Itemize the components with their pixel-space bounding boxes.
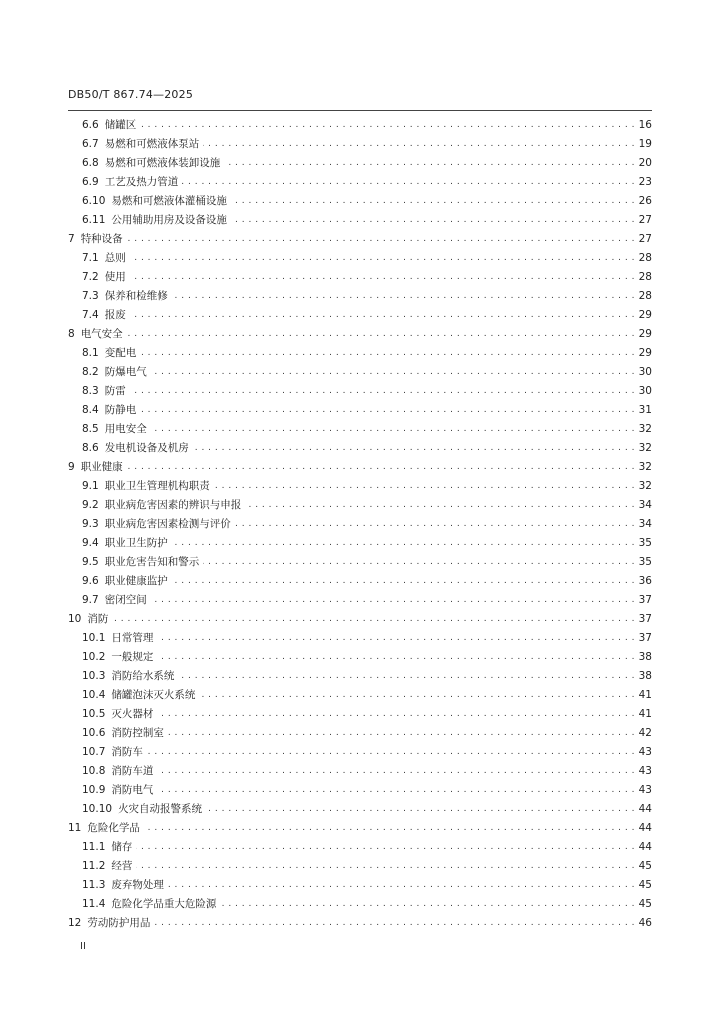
toc-entry-page: 38 <box>638 670 652 682</box>
toc-entry[interactable] <box>82 192 652 211</box>
toc-entry-number: 10.5 <box>82 708 106 720</box>
toc-entry-page: 34 <box>638 499 652 511</box>
toc-entry-page: 43 <box>638 784 652 796</box>
toc-entry[interactable] <box>82 173 652 192</box>
toc-entry-number: 11.1 <box>82 841 106 853</box>
toc-entry-page: 19 <box>638 138 652 150</box>
toc-entry-number: 10 <box>68 613 82 625</box>
toc-entry-title: 公用辅助用房及设备设施 <box>111 214 227 226</box>
toc-entry-number: 10.3 <box>82 670 106 682</box>
toc-entry-number: 12 <box>68 917 82 929</box>
toc-leader-dots <box>245 496 635 515</box>
toc-entry[interactable] <box>82 838 652 857</box>
page-number: II <box>80 941 86 952</box>
toc-entry-title: 防雷 <box>104 385 126 397</box>
toc-entry-title: 职业健康 <box>80 461 123 473</box>
toc-entry-page: 28 <box>638 290 652 302</box>
toc-entry-title: 职业病危害因素的辨识与申报 <box>104 499 242 511</box>
toc-leader-dots <box>151 363 635 382</box>
toc-entry-number: 6.8 <box>82 157 99 169</box>
toc-entry-page: 29 <box>638 347 652 359</box>
toc-entry-title: 职业病危害因素检测与评价 <box>104 518 231 530</box>
toc-entry-title: 消防电气 <box>111 784 154 796</box>
toc-entry-page: 29 <box>638 309 652 321</box>
toc-entry-number: 10.7 <box>82 746 106 758</box>
toc-entry-page: 35 <box>638 556 652 568</box>
toc-entry-number: 6.6 <box>82 119 99 131</box>
toc-entry-page: 37 <box>638 632 652 644</box>
toc-entry-page: 27 <box>638 214 652 226</box>
toc-leader-dots <box>178 667 635 686</box>
toc-entry-page: 43 <box>638 746 652 758</box>
toc-leader-dots <box>235 515 635 534</box>
toc-entry-number: 11.2 <box>82 860 106 872</box>
toc-entry[interactable] <box>82 420 652 439</box>
header-rule <box>68 110 652 111</box>
toc-leader-dots <box>140 116 635 135</box>
toc-entry-number: 10.4 <box>82 689 106 701</box>
toc-entry-number: 10.2 <box>82 651 106 663</box>
toc-entry-page: 27 <box>638 233 652 245</box>
toc-entry-page: 20 <box>638 157 652 169</box>
toc-entry-page: 45 <box>638 898 652 910</box>
toc-entry-number: 9.7 <box>82 594 99 606</box>
toc-entry-title: 灭火器材 <box>111 708 154 720</box>
toc-entry-page: 34 <box>638 518 652 530</box>
toc-entry-page: 44 <box>638 803 652 815</box>
toc-entry-title: 防爆电气 <box>104 366 147 378</box>
toc-entry[interactable] <box>82 876 652 895</box>
toc-entry-page: 45 <box>638 879 652 891</box>
toc-leader-dots <box>157 781 635 800</box>
toc-leader-dots <box>147 743 635 762</box>
toc-entry-number: 7.3 <box>82 290 99 302</box>
toc-entry-title: 储罐泡沫灭火系统 <box>111 689 196 701</box>
toc-entry[interactable] <box>82 287 652 306</box>
toc-entry-page: 28 <box>638 252 652 264</box>
toc-entry-title: 火灾自动报警系统 <box>118 803 203 815</box>
toc-entry-number: 9.6 <box>82 575 99 587</box>
toc-entry[interactable] <box>82 515 652 534</box>
toc-entry-title: 废弃物处理 <box>111 879 164 891</box>
toc-leader-dots <box>172 572 635 591</box>
toc-entry[interactable] <box>82 553 652 572</box>
toc-entry-number: 6.10 <box>82 195 106 207</box>
toc-leader-dots <box>151 420 635 439</box>
toc-entry-number: 6.9 <box>82 176 99 188</box>
toc-leader-dots <box>214 477 635 496</box>
toc-entry[interactable] <box>68 230 652 249</box>
toc-entry[interactable] <box>82 477 652 496</box>
toc-entry[interactable] <box>82 249 652 268</box>
toc-leader-dots <box>136 857 635 876</box>
toc-leader-dots <box>206 800 635 819</box>
toc-entry-page: 46 <box>638 917 652 929</box>
toc-leader-dots <box>224 154 635 173</box>
toc-leader-dots <box>231 192 635 211</box>
toc-entry-title: 易燃和可燃液体泵站 <box>104 138 200 150</box>
toc-entry[interactable] <box>82 363 652 382</box>
toc-entry-number: 8.1 <box>82 347 99 359</box>
toc-entry-title: 职业危害告知和警示 <box>104 556 200 568</box>
toc-entry-page: 30 <box>638 385 652 397</box>
toc-entry-number: 8.2 <box>82 366 99 378</box>
toc-leader-dots <box>168 724 635 743</box>
toc-entry-title: 电气安全 <box>80 328 123 340</box>
toc-leader-dots <box>130 268 635 287</box>
toc-leader-dots <box>130 249 635 268</box>
toc-entry-title: 职业健康监护 <box>104 575 168 587</box>
toc-entry-page: 38 <box>638 651 652 663</box>
toc-leader-dots <box>157 648 635 667</box>
toc-entry-number: 10.6 <box>82 727 106 739</box>
toc-entry-number: 7 <box>68 233 75 245</box>
toc-leader-dots <box>140 344 635 363</box>
toc-entry-title: 消防 <box>87 613 109 625</box>
toc-entry[interactable] <box>82 268 652 287</box>
toc-entry[interactable] <box>82 629 652 648</box>
toc-entry-title: 劳动防护用品 <box>87 917 151 929</box>
toc-entry[interactable] <box>82 857 652 876</box>
toc-entry-number: 10.10 <box>82 803 113 815</box>
toc-entry-page: 32 <box>638 461 652 473</box>
toc-entry-title: 密闭空间 <box>104 594 147 606</box>
toc-entry[interactable] <box>82 895 652 914</box>
toc-entry[interactable] <box>68 325 652 344</box>
toc-entry-title: 消防车道 <box>111 765 154 777</box>
toc-entry[interactable] <box>68 914 652 933</box>
toc-entry-title: 日常管理 <box>111 632 154 644</box>
toc-entry-title: 易燃和可燃液体装卸设施 <box>104 157 221 169</box>
toc-entry-title: 危险化学品 <box>87 822 140 834</box>
toc-entry-title: 储存 <box>111 841 133 853</box>
toc-leader-dots <box>127 458 635 477</box>
toc-entry[interactable] <box>82 344 652 363</box>
toc-leader-dots <box>112 610 635 629</box>
toc-leader-dots <box>172 287 635 306</box>
toc-entry-number: 8 <box>68 328 75 340</box>
toc-entry-page: 36 <box>638 575 652 587</box>
toc-leader-dots <box>231 211 635 230</box>
toc-entry-page: 44 <box>638 841 652 853</box>
toc-entry[interactable] <box>82 135 652 154</box>
toc-entry-title: 消防给水系统 <box>111 670 175 682</box>
toc-leader-dots <box>157 762 635 781</box>
toc-entry-page: 29 <box>638 328 652 340</box>
toc-entry-number: 8.6 <box>82 442 99 454</box>
toc-entry-number: 8.4 <box>82 404 99 416</box>
toc-entry-page: 32 <box>638 423 652 435</box>
toc-entry-number: 9 <box>68 461 75 473</box>
toc-entry-title: 一般规定 <box>111 651 154 663</box>
toc-entry[interactable] <box>82 211 652 230</box>
toc-entry-number: 11 <box>68 822 82 834</box>
toc-entry-page: 42 <box>638 727 652 739</box>
toc-entry-title: 报废 <box>104 309 126 321</box>
toc-entry-title: 用电安全 <box>104 423 147 435</box>
toc-entry[interactable] <box>82 762 652 781</box>
toc-entry-title: 职业卫生防护 <box>104 537 168 549</box>
toc-entry[interactable] <box>82 800 652 819</box>
toc-entry-number: 6.7 <box>82 138 99 150</box>
toc-entry-page: 30 <box>638 366 652 378</box>
toc-entry-number: 9.5 <box>82 556 99 568</box>
toc-entry-title: 工艺及热力管道 <box>104 176 179 188</box>
toc-entry-title: 发电机设备及机房 <box>104 442 189 454</box>
toc-leader-dots <box>130 306 635 325</box>
toc-entry-title: 消防控制室 <box>111 727 164 739</box>
toc-entry[interactable] <box>82 648 652 667</box>
toc-entry-title: 使用 <box>104 271 126 283</box>
toc-entry-number: 10.9 <box>82 784 106 796</box>
toc-entry-page: 37 <box>638 613 652 625</box>
toc-entry-page: 43 <box>638 765 652 777</box>
toc-entry-title: 易燃和可燃液体灌桶设施 <box>111 195 227 207</box>
toc-entry-number: 9.2 <box>82 499 99 511</box>
toc-entry-number: 8.5 <box>82 423 99 435</box>
toc-entry[interactable] <box>82 667 652 686</box>
toc-entry-title: 危险化学品重大危险源 <box>111 898 217 910</box>
toc-entry-title: 消防车 <box>111 746 143 758</box>
toc-entry-page: 31 <box>638 404 652 416</box>
toc-leader-dots <box>193 439 635 458</box>
document-id-header: DB50/T 867.74—2025 <box>68 88 194 101</box>
toc-leader-dots <box>140 401 635 420</box>
toc-leader-dots <box>182 173 635 192</box>
toc-entry-number: 11.4 <box>82 898 106 910</box>
toc-entry[interactable] <box>82 382 652 401</box>
toc-entry-title: 职业卫生管理机构职责 <box>104 480 210 492</box>
toc-entry[interactable] <box>82 686 652 705</box>
toc-entry[interactable] <box>82 724 652 743</box>
toc-entry-title: 特种设备 <box>80 233 123 245</box>
toc-leader-dots <box>157 705 635 724</box>
toc-entry-number: 9.1 <box>82 480 99 492</box>
toc-entry-number: 7.1 <box>82 252 99 264</box>
toc-entry[interactable] <box>82 591 652 610</box>
toc-leader-dots <box>127 325 635 344</box>
toc-entry-page: 16 <box>638 119 652 131</box>
toc-entry-title: 储罐区 <box>104 119 137 131</box>
toc-entry[interactable] <box>82 534 652 553</box>
toc-entry-page: 41 <box>638 708 652 720</box>
toc-leader-dots <box>127 230 635 249</box>
toc-entry-number: 7.4 <box>82 309 99 321</box>
toc-entry-page: 35 <box>638 537 652 549</box>
toc-entry[interactable] <box>68 458 652 477</box>
toc-leader-dots <box>203 553 635 572</box>
toc-entry-page: 26 <box>638 195 652 207</box>
toc-entry-page: 41 <box>638 689 652 701</box>
toc-entry-number: 10.1 <box>82 632 106 644</box>
toc-leader-dots <box>199 686 635 705</box>
toc-leader-dots <box>157 629 635 648</box>
toc-entry-page: 28 <box>638 271 652 283</box>
toc-entry-title: 总则 <box>104 252 126 264</box>
toc-entry-title: 防静电 <box>104 404 137 416</box>
toc-entry-number: 9.3 <box>82 518 99 530</box>
toc-leader-dots <box>203 135 635 154</box>
toc-entry[interactable] <box>82 781 652 800</box>
toc-entry-page: 32 <box>638 480 652 492</box>
toc-entry[interactable] <box>82 401 652 420</box>
toc-leader-dots <box>151 591 635 610</box>
toc-leader-dots <box>130 382 635 401</box>
toc-leader-dots <box>136 838 635 857</box>
toc-entry[interactable] <box>68 610 652 629</box>
toc-leader-dots <box>168 876 635 895</box>
toc-entry-page: 45 <box>638 860 652 872</box>
toc-entry[interactable] <box>82 154 652 173</box>
toc-entry-number: 7.2 <box>82 271 99 283</box>
toc-entry-title: 经营 <box>111 860 133 872</box>
toc-entry-page: 32 <box>638 442 652 454</box>
toc-entry[interactable] <box>82 116 652 135</box>
toc-entry-page: 44 <box>638 822 652 834</box>
toc-entry-number: 9.4 <box>82 537 99 549</box>
toc-entry[interactable] <box>68 819 652 838</box>
toc-leader-dots <box>172 534 635 553</box>
toc-entry[interactable] <box>82 496 652 515</box>
toc-entry[interactable] <box>82 439 652 458</box>
toc-entry[interactable] <box>82 705 652 724</box>
toc-entry-page: 37 <box>638 594 652 606</box>
toc-entry-title: 保养和检维修 <box>104 290 168 302</box>
toc-entry-number: 10.8 <box>82 765 106 777</box>
toc-entry[interactable] <box>82 572 652 591</box>
toc-entry-number: 11.3 <box>82 879 106 891</box>
toc-entry-number: 8.3 <box>82 385 99 397</box>
toc-entry[interactable] <box>82 306 652 325</box>
toc-entry[interactable] <box>82 743 652 762</box>
toc-leader-dots <box>154 914 635 933</box>
toc-entry-number: 6.11 <box>82 214 106 226</box>
toc-entry-title: 变配电 <box>104 347 137 359</box>
toc-leader-dots <box>144 819 635 838</box>
toc-leader-dots <box>220 895 635 914</box>
toc-entry-page: 23 <box>638 176 652 188</box>
